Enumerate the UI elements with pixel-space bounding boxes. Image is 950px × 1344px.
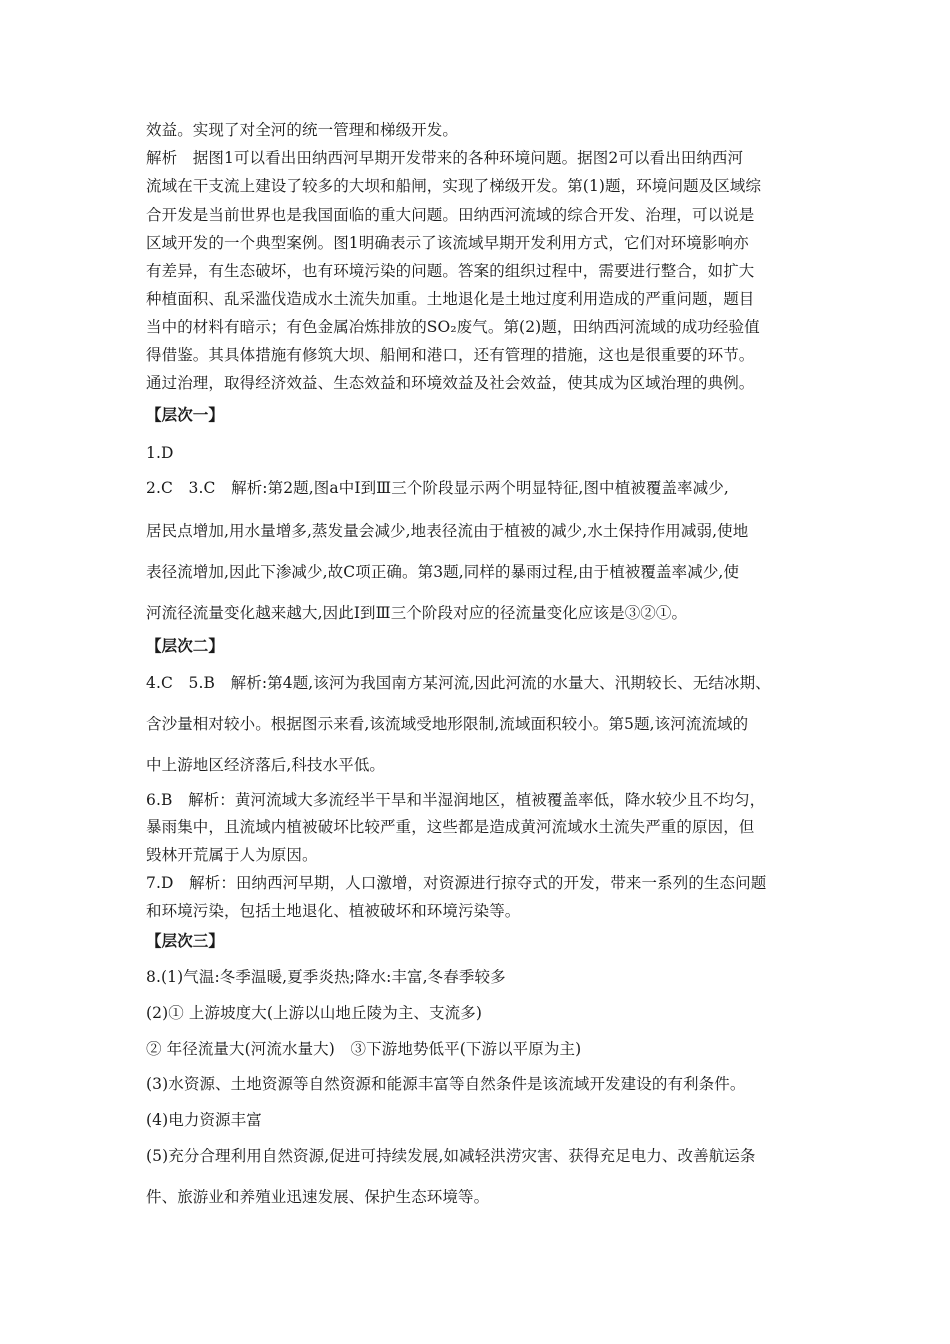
answer-line: (4)电力资源丰富 [146,1111,262,1129]
answer-line: 居民点增加,用水量增多,蒸发量会减少,地表径流由于植被的减少,水土保持作用减弱,使地 [146,522,749,540]
answer-line: (2)① 上游坡度大(上游以山地丘陵为主、支流多) [146,1004,482,1022]
text-line: 当中的材料有暗示；有色金属冶炼排放的SO₂废气。第(2)题，田纳西河流域的成功经验值 [146,318,760,336]
section-heading-level1: 【层次一】 [146,405,225,424]
answer-line: (3)水资源、土地资源等自然资源和能源丰富等自然条件是该流域开发建设的有利条件。 [146,1075,746,1093]
answer-line: 2.C 3.C 解析:第2题,图a中Ⅰ到Ⅲ三个阶段显示两个明显特征,图中植被覆盖率减少, [146,479,729,497]
text-line: 通过治理，取得经济效益、生态效益和环境效益及社会效益，使其成为区域治理的典例。 [146,374,755,392]
answer-line: 表径流增加,因此下渗减少,故C项正确。第3题,同样的暴雨过程,由于植被覆盖率减少,使 [146,563,740,581]
answer-line: 6.B 解析：黄河流域大多流经半干旱和半湿润地区，植被覆盖率低，降水较少且不均匀， [146,791,766,809]
text-line: 合开发是当前世界也是我国面临的重大问题。田纳西河流域的综合开发、治理，可以说是 [146,206,755,224]
answer-line: 4.C 5.B 解析:第4题,该河为我国南方某河流,因此河流的水量大、汛期较长、无结冰期、 [146,674,771,692]
text-line: 种植面积、乱采滥伐造成水土流失加重。土地退化是土地过度利用造成的严重问题，题目 [146,290,755,308]
answer-line: ② 年径流量大(河流水量大) ③下游地势低平(下游以平原为主) [146,1040,582,1058]
text-line: 得借鉴。其具体措施有修筑大坝、船闸和港口，还有管理的措施，这也是很重要的环节。 [146,346,755,364]
answer-line: 河流径流量变化越来越大,因此Ⅰ到Ⅲ三个阶段对应的径流量变化应该是③②①。 [146,604,688,622]
text-line: 效益。实现了对全河的统一管理和梯级开发。 [146,121,459,139]
text-line: 解析 据图1可以看出田纳西河早期开发带来的各种环境问题。据图2可以看出田纳西河 [146,149,744,167]
answer-line: 件、旅游业和养殖业迅速发展、保护生态环境等。 [146,1188,490,1206]
answer-line: 毁林开荒属于人为原因。 [146,846,318,864]
answer-line: 1.D [146,444,174,462]
section-heading-level3: 【层次三】 [146,931,225,950]
section-heading-level2: 【层次二】 [146,636,225,655]
answer-line: 7.D 解析：田纳西河早期，人口激增，对资源进行掠夺式的开发，带来一系列的生态问题 [146,874,767,892]
answer-line: 中上游地区经济落后,科技水平低。 [146,756,386,774]
text-line: 有差异，有生态破坏，也有环境污染的问题。答案的组织过程中，需要进行整合，如扩大 [146,262,755,280]
answer-line: 含沙量相对较小。根据图示来看,该流域受地形限制,流域面积较小。第5题,该河流流域的 [146,715,749,733]
answer-line: 和环境污染，包括土地退化、植被破坏和环境污染等。 [146,902,521,920]
text-line: 流域在干支流上建设了较多的大坝和船闸，实现了梯级开发。第(1)题，环境问题及区域综 [146,177,762,195]
answer-line: (5)充分合理利用自然资源,促进可持续发展,如减轻洪涝灾害、获得充足电力、改善航运条 [146,1147,756,1165]
answer-line: 8.(1)气温:冬季温暖,夏季炎热;降水:丰富,冬春季较多 [146,968,506,986]
text-line: 区域开发的一个典型案例。图1明确表示了该流域早期开发利用方式，它们对环境影响亦 [146,234,749,252]
answer-line: 暴雨集中，且流域内植被破坏比较严重，这些都是造成黄河流域水土流失严重的原因，但 [146,818,755,836]
